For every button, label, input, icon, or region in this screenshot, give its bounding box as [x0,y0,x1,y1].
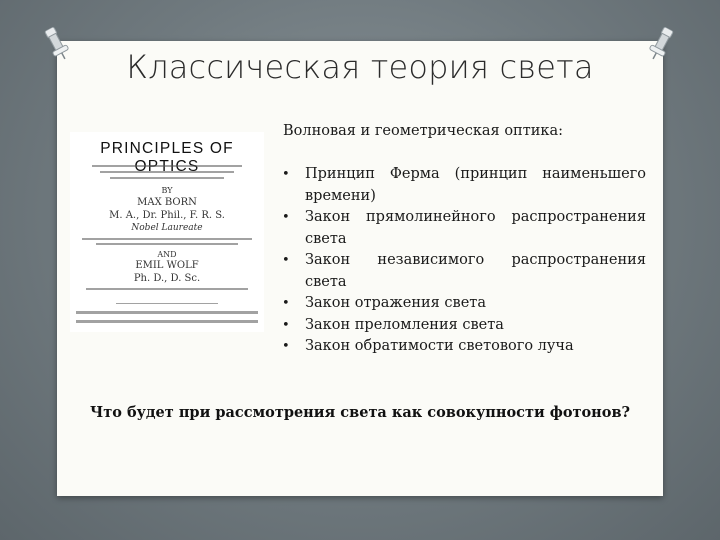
list-item [281,336,646,358]
book-affiliation-line [82,238,252,240]
book-contributors-line [76,320,258,323]
list-item-text: Закон обратимости светового луча [305,338,574,354]
bullet-dot: • [282,339,290,354]
list-item-text: Закон отражения света [305,295,486,311]
bullet-dot: • [282,296,290,311]
list-item-text: Закон преломления света [305,316,504,333]
book-affiliation-line [86,288,248,290]
book-affiliation-line [96,243,238,245]
bullet-dot: • [282,210,290,225]
book-contributors-line [116,303,218,304]
list-item [281,207,646,250]
book-author1-note: Nobel Laureate [131,223,203,233]
book-author1-degrees: M. A., Dr. Phil., F. R. S. [109,210,225,221]
book-and: AND [157,250,177,259]
book-subtitle-line [110,177,224,179]
bullet-dot: • [282,253,290,268]
list-item [281,164,646,207]
list-item [281,250,646,293]
list-item-text: Закон независимого распространения света [305,252,646,290]
book-cover-image [70,132,264,332]
book-subtitle-line [92,165,242,167]
slide-title: Классическая теория света [126,48,594,86]
list-item [281,315,646,337]
book-subtitle-line [100,171,234,173]
book-title: PRINCIPLES OF [100,140,234,157]
list-item [281,293,646,315]
bullet-dot: • [282,317,290,333]
bullet-dot: • [282,167,290,182]
book-by: BY [161,186,173,195]
bullet-list [281,164,646,358]
list-item-text: Закон прямолинейного распространения света [305,209,646,247]
book-author1: MAX BORN [137,197,197,208]
list-item-text: Принцип Ферма (принцип наименьшего времени) [305,166,646,204]
book-author2: EMIL WOLF [135,260,199,271]
book-author2-degrees: Ph. D., D. Sc. [133,273,201,284]
intro-text: Волновая и геометрическая оптика: [283,123,563,139]
question-text: Что будет при рассмотрения света как совокупности фотонов? [90,404,631,421]
book-contributors-line [76,311,258,314]
